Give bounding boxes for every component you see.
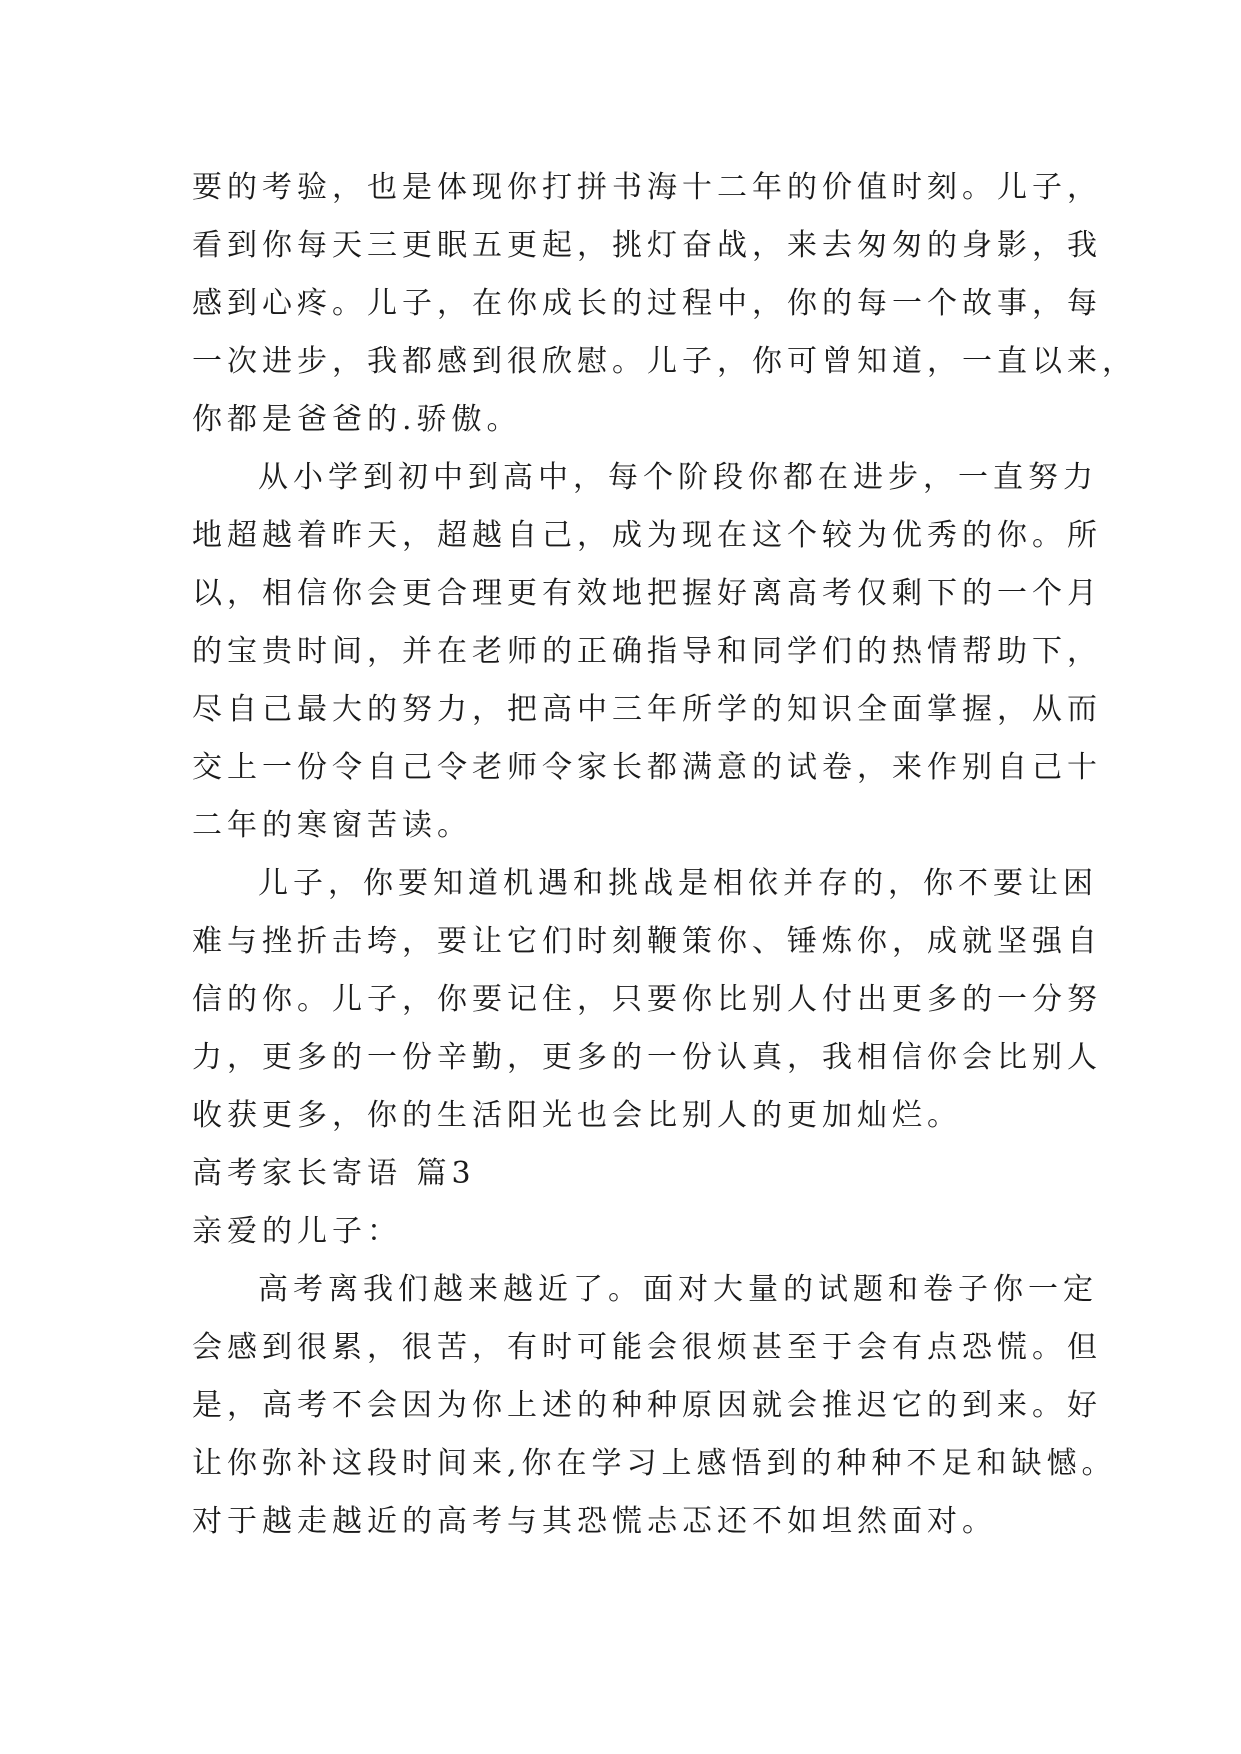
text-line: 会感到很累，很苦，有时可能会很烦甚至于会有点恐慌。但	[192, 1330, 1102, 1365]
text-line: 要的考验，也是体现你打拼书海十二年的价值时刻。儿子，	[192, 170, 1102, 205]
section-heading: 高考家长寄语 篇3	[192, 1156, 476, 1191]
text-line: 二年的寒窗苦读。	[192, 808, 472, 843]
document-body	[192, 159, 1137, 1551]
text-line: 力，更多的一份辛勤，更多的一份认真，我相信你会比别人	[192, 1040, 1102, 1075]
paragraph-start-line: 从小学到初中到高中，每个阶段你都在进步，一直努力	[258, 460, 1098, 495]
text-line: 感到心疼。儿子，在你成长的过程中，你的每一个故事，每	[192, 286, 1102, 321]
text-line: 让你弥补这段时间来,你在学习上感悟到的种种不足和缺憾。	[192, 1446, 1117, 1481]
text-line: 地超越着昨天，超越自己，成为现在这个较为优秀的你。所	[192, 518, 1102, 553]
text-line: 你都是爸爸的.骄傲。	[192, 402, 522, 437]
text-line: 看到你每天三更眠五更起，挑灯奋战，来去匆匆的身影，我	[192, 228, 1102, 263]
text-line: 交上一份令自己令老师令家长都满意的试卷，来作别自己十	[192, 750, 1102, 785]
text-line: 尽自己最大的努力，把高中三年所学的知识全面掌握，从而	[192, 692, 1102, 727]
paragraph-start-line: 儿子，你要知道机遇和挑战是相依并存的，你不要让困	[258, 866, 1098, 901]
text-line: 是，高考不会因为你上述的种种原因就会推迟它的到来。好	[192, 1388, 1102, 1423]
text-line: 信的你。儿子，你要记住，只要你比别人付出更多的一分努	[192, 982, 1102, 1017]
text-line: 以，相信你会更合理更有效地把握好离高考仅剩下的一个月	[192, 576, 1102, 611]
salutation: 亲爱的儿子：	[192, 1214, 402, 1249]
text-line: 难与挫折击垮，要让它们时刻鞭策你、锤炼你，成就坚强自	[192, 924, 1102, 959]
paragraph-start-line: 高考离我们越来越近了。面对大量的试题和卷子你一定	[258, 1272, 1098, 1307]
text-line: 的宝贵时间，并在老师的正确指导和同学们的热情帮助下，	[192, 634, 1102, 669]
text-line: 收获更多，你的生活阳光也会比别人的更加灿烂。	[192, 1098, 962, 1133]
text-line: 一次进步，我都感到很欣慰。儿子，你可曾知道，一直以来，	[192, 344, 1137, 379]
text-line: 对于越走越近的高考与其恐慌忐忑还不如坦然面对。	[192, 1504, 997, 1539]
